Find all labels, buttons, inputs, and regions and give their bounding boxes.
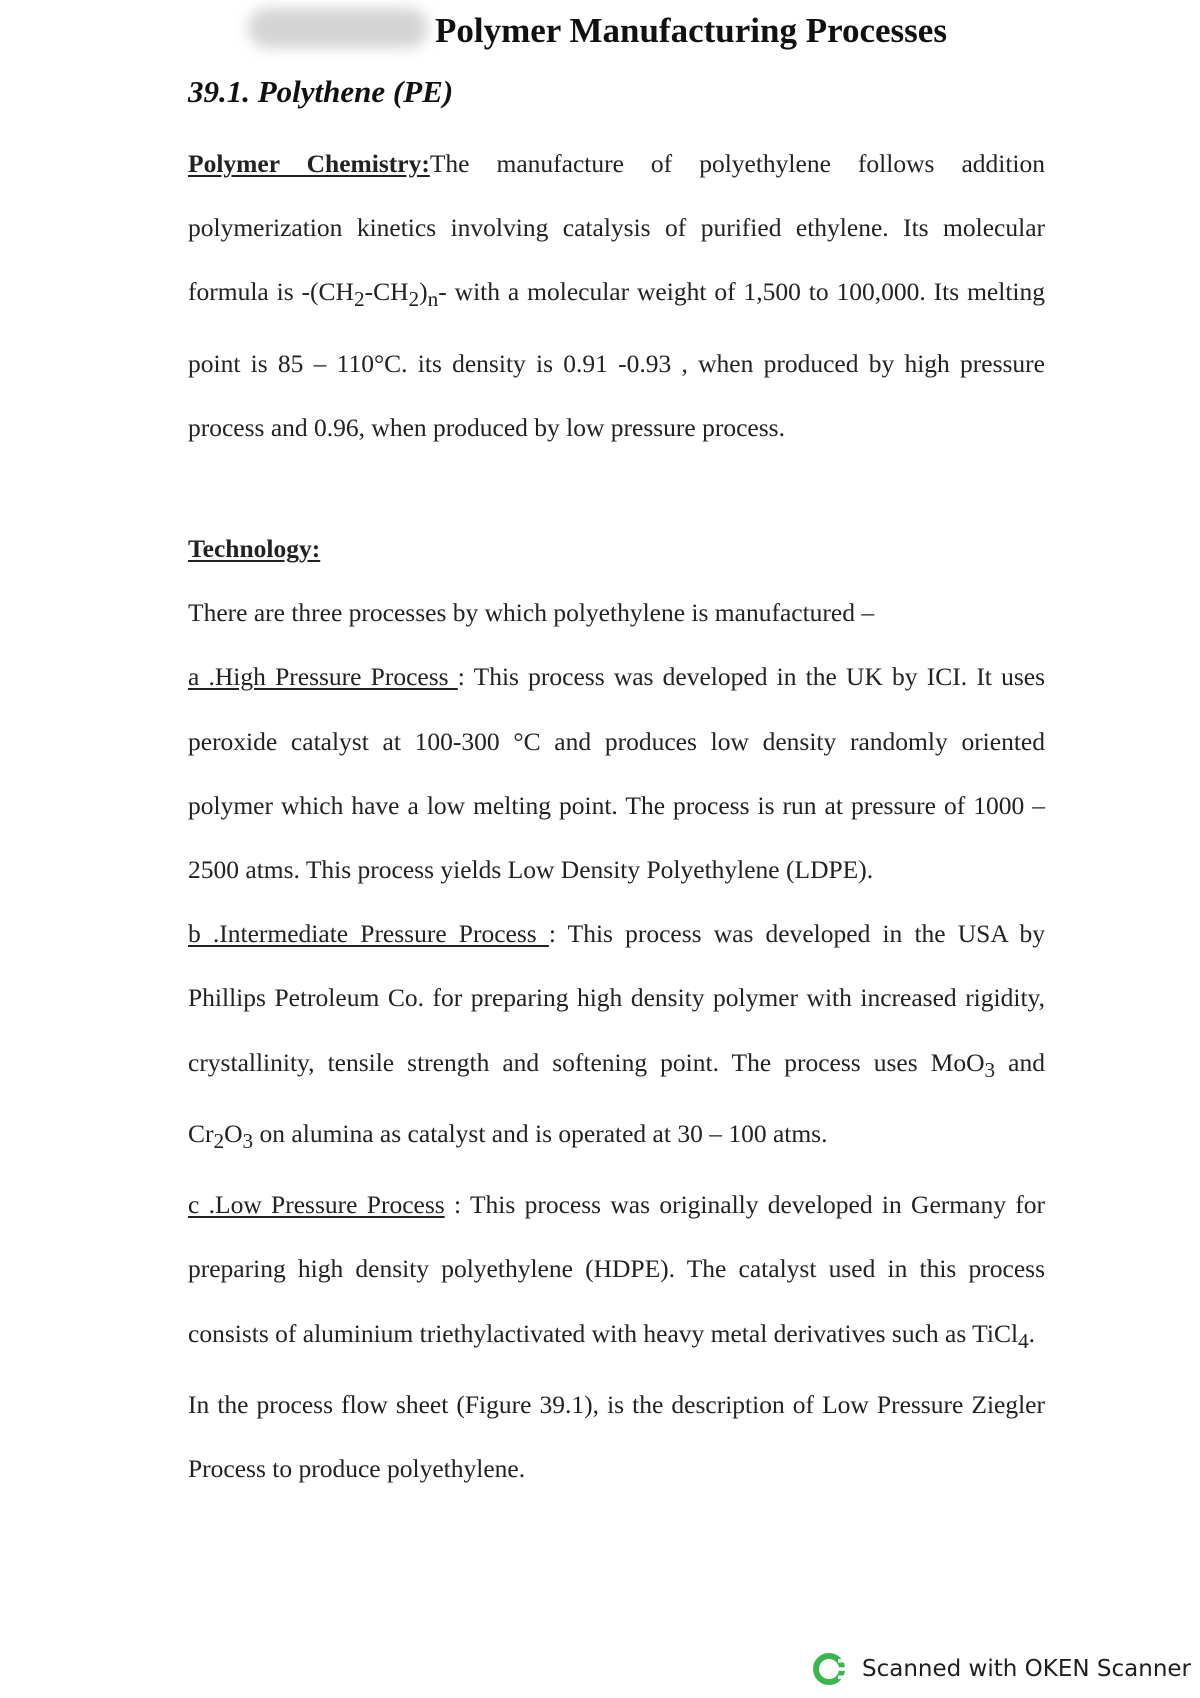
flow-sheet-paragraph: In the process flow sheet (Figure 39.1), is the description of Low Pressure Ziegler Process to produce polyethylene. [188, 1389, 1045, 1484]
process-b-text-4: on alumina as catalyst and is operated at 30 – 100 atms. [253, 1118, 828, 1148]
section-title: 39.1. Polythene (PE) [188, 74, 454, 109]
subscript-4: 4 [1018, 1328, 1029, 1353]
process-a-text: : This process was developed in the UK by ICI. It uses peroxide catalyst at 100-300 °C and produces low density randomly oriented polymer which have a low melting point. The process is run at pressure of 1000 – 2500 atms. This process yields Low Density Polyethylene (LDPE). [188, 662, 1046, 885]
subscript-3: 3 [242, 1129, 254, 1154]
technology-block [188, 517, 1045, 1501]
process-c-paragraph [188, 1173, 1045, 1373]
technology-intro: There are three processes by which polyethylene is manufactured – [188, 598, 875, 628]
subscript-n: n [427, 287, 439, 312]
logo-bar-2 [838, 1667, 851, 1671]
process-b-paragraph [188, 902, 1045, 1173]
chemistry-label: Polymer Chemistry: [188, 149, 430, 178]
scanner-watermark [812, 1650, 1191, 1688]
subscript-2: 2 [408, 287, 420, 312]
process-c-text-2: . [1028, 1318, 1036, 1348]
process-a-paragraph [188, 645, 1045, 902]
logo-bar-3 [838, 1676, 851, 1680]
process-c-label: c .Low Pressure Process [188, 1190, 445, 1220]
process-b-label: b .Intermediate Pressure Process [188, 919, 549, 949]
subscript-3: 3 [984, 1057, 996, 1082]
process-b-text-3: O [224, 1118, 243, 1148]
process-b-text-1: : This process was developed in the USA by Phillips Petroleum Co. for preparing high density polymer with increased rigidity, crystallinity, tensile strength and softening point. The process uses MoO [188, 919, 1045, 1077]
chemistry-paragraph [188, 132, 1045, 460]
chemistry-text-4: - with a molecular weight of 1,500 to 100,000. Its melting point is 85 – 110°C. its density is 0.91 -0.93 , when produced by high pressure process and 0.96, when produced by low pressure process. [188, 277, 1045, 442]
process-b-text-2: and Cr [188, 1047, 1045, 1148]
technology-label: Technology: [188, 534, 321, 563]
oken-scanner-logo-icon [812, 1650, 852, 1688]
redacted-header-text [248, 8, 428, 48]
logo-bar-1 [838, 1659, 851, 1663]
chemistry-block [188, 132, 1045, 460]
subscript-2: 2 [353, 287, 365, 312]
chemistry-text-1: The manufacture of polyethylene follows addition polymerization kinetics involving catalysis of purified ethylene. Its molecular formula is -(CH [188, 149, 1046, 307]
page-header: Polymer Manufacturing Processes [435, 11, 947, 50]
chemistry-text-2: -CH [364, 277, 409, 307]
process-a-label: a .High Pressure Process [188, 662, 458, 692]
chemistry-text-3: ) [419, 277, 428, 307]
scanner-text: Scanned with OKEN Scanner [862, 1656, 1191, 1682]
subscript-2: 2 [213, 1129, 225, 1154]
process-c-text-1: : This process was originally developed in Germany for preparing high density polyethylene (HDPE). The catalyst used in this process consists of aluminium triethylactivated with heavy metal derivatives such as TiCl [188, 1190, 1045, 1348]
